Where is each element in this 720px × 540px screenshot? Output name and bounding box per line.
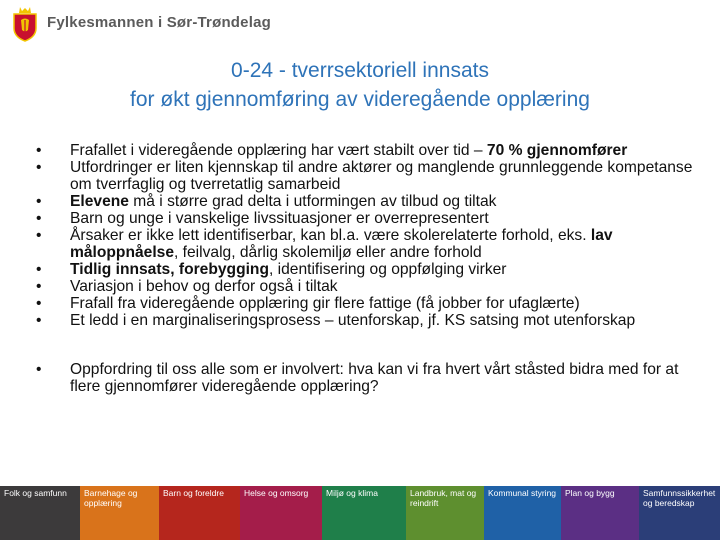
footer-tile[interactable] [406, 486, 484, 540]
bullet-item [36, 295, 706, 312]
footer-tile-label: Samfunnssikkerhet og beredskap [643, 488, 716, 508]
bullet-text-bold: Tidlig innsats, forebygging [70, 261, 269, 278]
header [0, 0, 720, 52]
footer-tile-label: Landbruk, mat og reindrift [410, 488, 477, 508]
bullet-list [36, 142, 706, 395]
bullet-text: Oppfordring til oss alle som er involvert: hva kan vi fra hvert vårt ståsted bidra med for at flere gjennomfører videregående opplæring? [70, 361, 679, 395]
bullet-item [36, 210, 706, 227]
bullet-dot: • [36, 193, 42, 210]
bullet-dot: • [36, 312, 42, 329]
footer-tile[interactable] [0, 486, 80, 540]
footer-tile-label: Folk og samfunn [4, 488, 67, 498]
title-line-2: for økt gjennomføring av videregående opplæring [130, 88, 590, 111]
footer-tile[interactable] [240, 486, 322, 540]
bullet-text: Frafallet i videregående opplæring har vært stabilt over tid – [70, 142, 487, 159]
bullet-text: Variasjon i behov og derfor også i tiltak [70, 278, 338, 295]
bullet-item [36, 278, 706, 295]
bullet-item [36, 361, 706, 395]
bullet-dot: • [36, 295, 42, 312]
bullet-text-bold: lav måloppnåelse [70, 227, 613, 261]
bullet-item [36, 261, 706, 278]
footer-tile[interactable] [322, 486, 406, 540]
coat-of-arms-logo [12, 6, 38, 42]
slide-title [0, 56, 720, 114]
footer-tile[interactable] [159, 486, 240, 540]
footer-tile[interactable] [484, 486, 561, 540]
bullet-dot: • [36, 261, 42, 278]
bullet-dot: • [36, 159, 42, 176]
footer-tile-label: Barn og foreldre [163, 488, 224, 498]
bullet-text: må i større grad delta i utformingen av tilbud og tiltak [128, 193, 497, 210]
bullet-item [36, 227, 706, 261]
bullet-text: , identifisering og oppfølging virker [268, 261, 507, 278]
bullet-text-bold: 70 % gjennomfører [486, 142, 628, 159]
footer-tile[interactable] [561, 486, 639, 540]
bullet-text: Utfordringer er liten kjennskap til andre aktører og manglende grunnleggende kompetanse om tverrfaglig og tverretatlig samarbeid [70, 159, 693, 193]
org-name: Fylkesmannen i Sør-Trøndelag [47, 14, 271, 31]
footer-tile[interactable] [80, 486, 159, 540]
bullet-text-bold: Elevene [70, 193, 129, 210]
bullet-dot: • [36, 142, 42, 159]
footer-tile-label: Helse og omsorg [244, 488, 309, 498]
bullet-item [36, 312, 706, 329]
footer-tile[interactable] [639, 486, 720, 540]
title-line-1: 0-24 - tverrsektoriell innsats [231, 59, 489, 82]
bullet-dot: • [36, 278, 42, 295]
bullet-text: Frafall fra videregående opplæring gir flere fattige (få jobber for ufaglærte) [70, 295, 580, 312]
bullet-text: , feilvalg, dårlig skolemiljø eller andre forhold [174, 244, 482, 261]
bullet-dot: • [36, 227, 42, 244]
footer-tile-label: Miljø og klima [326, 488, 378, 498]
footer-tile-label: Plan og bygg [565, 488, 615, 498]
bullet-text: Et ledd i en marginaliseringsprosess – utenforskap, jf. KS satsing mot utenforskap [70, 312, 636, 329]
bullet-text: Barn og unge i vanskelige livssituasjoner er overrepresentert [70, 210, 489, 227]
bullet-item [36, 193, 706, 210]
footer-tile-label: Barnehage og opplæring [84, 488, 138, 508]
bullet-text: Årsaker er ikke lett identifiserbar, kan bl.a. være skolerelaterte forhold, eks. [70, 227, 591, 244]
bullet-dot: • [36, 210, 42, 227]
bullet-item [36, 159, 706, 193]
footer-tile-label: Kommunal styring [488, 488, 557, 498]
category-footer [0, 486, 720, 540]
bullet-item [36, 142, 706, 159]
bullet-dot: • [36, 361, 42, 378]
